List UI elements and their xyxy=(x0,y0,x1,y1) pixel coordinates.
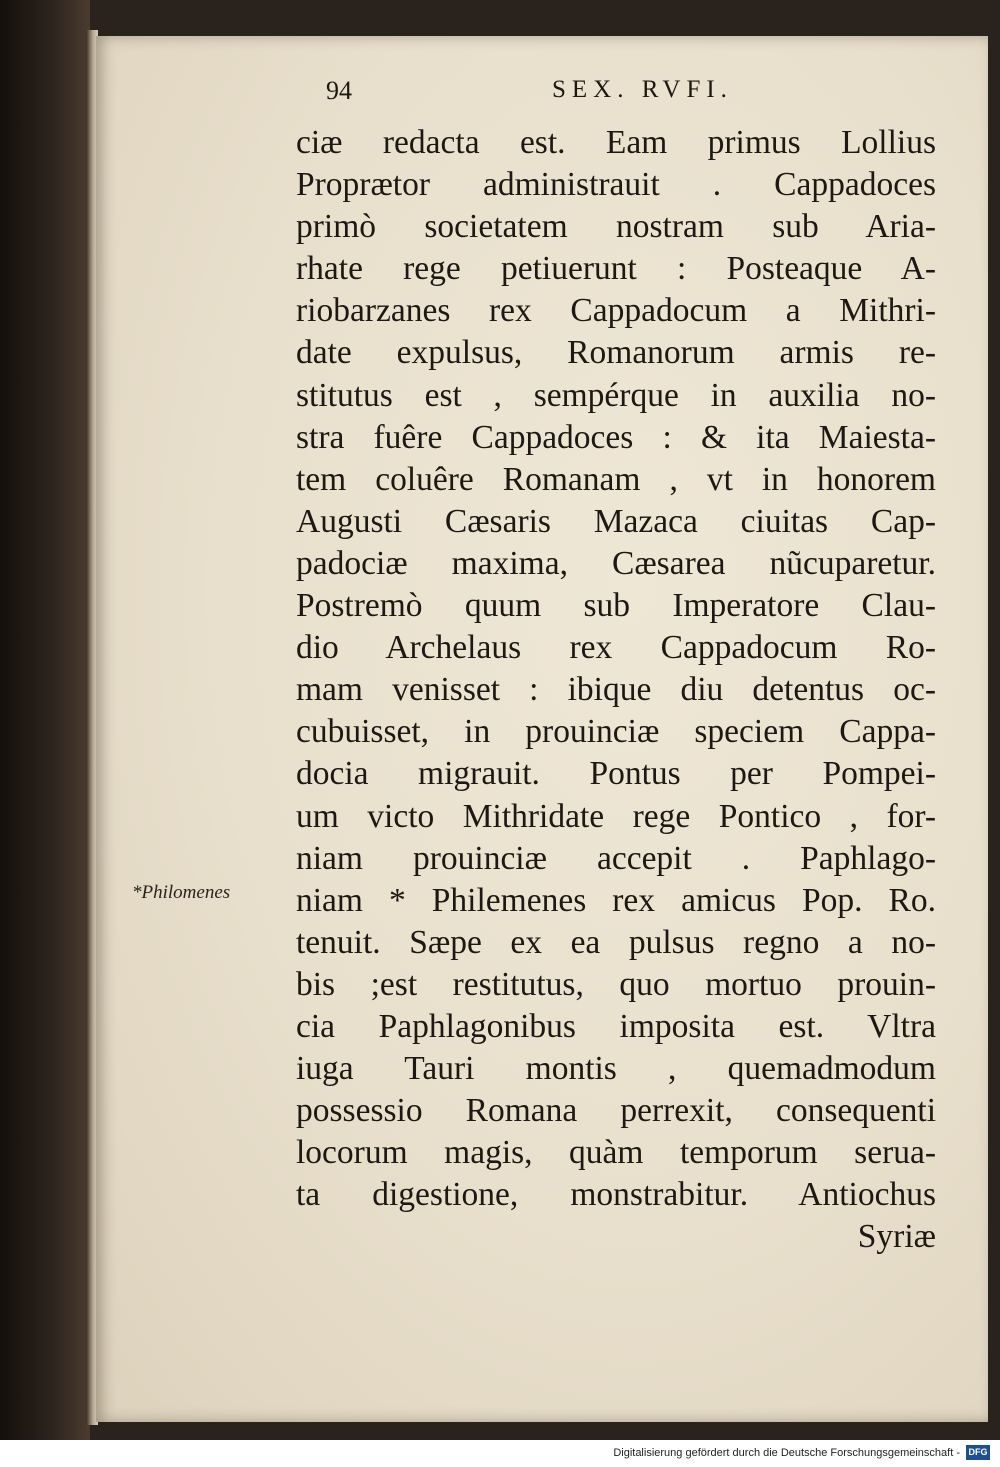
dfg-logo-icon: DFG xyxy=(966,1445,990,1460)
text-line: primò societatem nostram sub Aria- xyxy=(296,208,936,246)
text-line: cia Paphlagonibus imposita est. Vltra xyxy=(296,1007,936,1045)
footer-bar xyxy=(0,1440,1000,1467)
text-line: bis ;est restitutus, quo mortuo prouin- xyxy=(296,965,936,1003)
text-line: tenuit. Sæpe ex ea pulsus regno a no- xyxy=(296,923,936,961)
text-line: niam prouinciæ accepit . Paphlago- xyxy=(296,839,936,877)
page-header xyxy=(326,76,926,110)
text-line: Proprætor administrauit . Cappadoces xyxy=(296,166,936,204)
text-line: cubuisset, in prouinciæ speciem Cappa- xyxy=(296,713,936,751)
text-line: mam venisset : ibique diu detentus oc- xyxy=(296,671,936,709)
text-line: date expulsus, Romanorum armis re- xyxy=(296,334,936,372)
running-head: SEX. RVFI. xyxy=(552,76,733,103)
page-number: 94 xyxy=(326,76,352,105)
body-text xyxy=(296,122,936,1259)
adjacent-page-edge xyxy=(0,0,90,1440)
text-line: niam * Philemenes rex amicus Pop. Ro. xyxy=(296,881,936,919)
text-line: stitutus est , sempérque in auxilia no- xyxy=(296,376,936,414)
text-line: um victo Mithridate rege Pontico , for- xyxy=(296,797,936,835)
catchword: Syriæ xyxy=(857,1218,936,1256)
margin-note: *Philomenes xyxy=(132,882,231,903)
text-line: iuga Tauri montis , quemadmodum xyxy=(296,1050,936,1088)
text-line: riobarzanes rex Cappadocum a Mithri- xyxy=(296,292,936,330)
text-line: locorum magis, quàm temporum serua- xyxy=(296,1134,936,1172)
text-line: Postremò quum sub Imperatore Clau- xyxy=(296,587,936,625)
text-line: docia migrauit. Pontus per Pompei- xyxy=(296,755,936,793)
text-line: stra fuêre Cappadoces : & ita Maiesta- xyxy=(296,418,936,456)
text-line: possessio Romana perrexit, consequenti xyxy=(296,1092,936,1130)
funding-credit: Digitalisierung gefördert durch die Deutsche Forschungsgemeinschaft - xyxy=(613,1447,960,1459)
text-line: ciæ redacta est. Eam primus Lollius xyxy=(296,124,936,161)
text-line: tem coluêre Romanam , vt in honorem xyxy=(296,460,936,498)
text-line: padociæ maxima, Cæsarea nũcuparetur. xyxy=(296,544,936,582)
text-line: Augusti Cæsaris Mazaca ciuitas Cap- xyxy=(296,502,936,540)
text-line: dio Archelaus rex Cappadocum Ro- xyxy=(296,629,936,667)
text-line: rhate rege petiuerunt : Posteaque A- xyxy=(296,250,936,288)
text-line: ta digestione, monstrabitur. Antiochus xyxy=(296,1176,936,1214)
